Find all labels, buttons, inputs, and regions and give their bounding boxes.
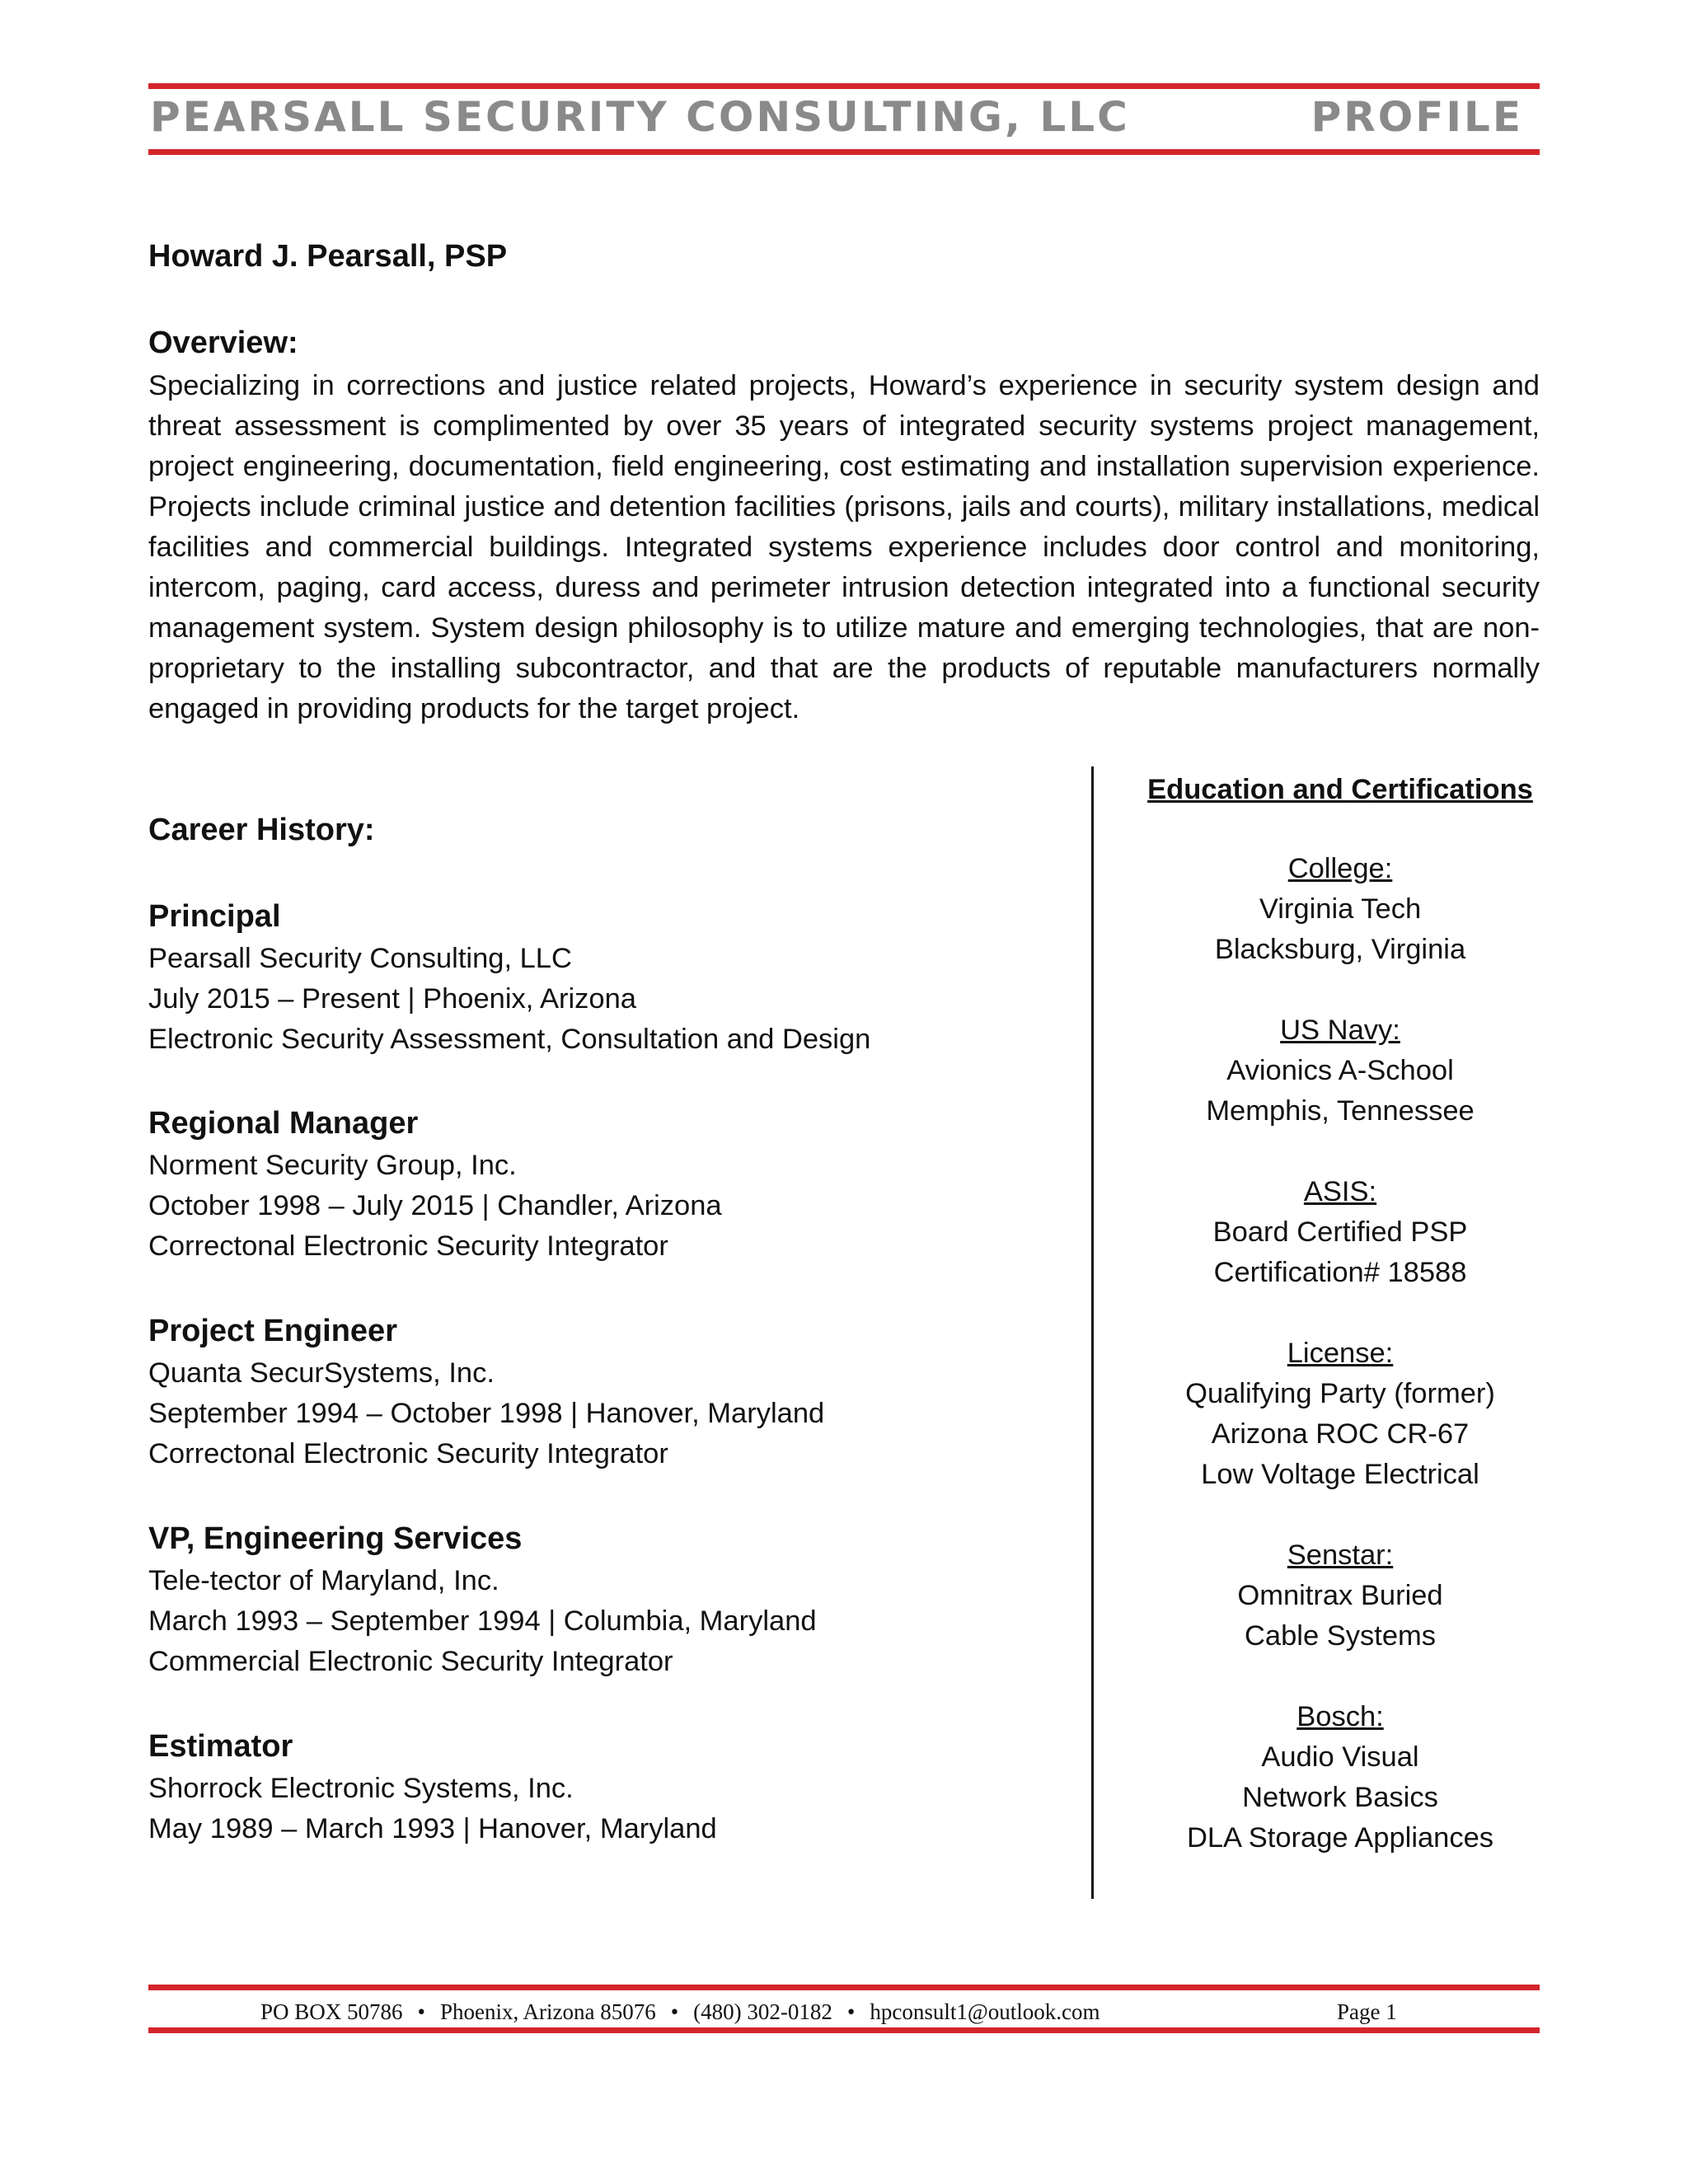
education-heading: Education and Certifications (1147, 774, 1533, 805)
job-title: Principal (148, 899, 281, 934)
overview-heading: Overview: (148, 326, 298, 360)
education-group-senstar (1104, 1535, 1576, 1657)
job-dates-location: March 1993 – September 1994 | Columbia, Maryland (148, 1605, 817, 1637)
job-company: Pearsall Security Consulting, LLC (148, 943, 572, 974)
column-divider (1091, 766, 1094, 1899)
job-entry (148, 1516, 1055, 1682)
education-line: Network Basics (1242, 1782, 1438, 1813)
footer-separator: • (670, 1999, 679, 2024)
education-line: Avionics A-School (1226, 1055, 1454, 1086)
education-group-license (1104, 1333, 1576, 1495)
job-title: VP, Engineering Services (148, 1521, 523, 1556)
header-top-rule (148, 83, 1540, 89)
education-line: DLA Storage Appliances (1186, 1822, 1494, 1854)
education-group-label: License: (1287, 1338, 1394, 1369)
job-title: Regional Manager (148, 1106, 419, 1141)
footer-separator: • (417, 1999, 425, 2024)
education-group-label: ASIS: (1303, 1176, 1377, 1207)
job-company: Quanta SecurSystems, Inc. (148, 1357, 495, 1389)
job-dates-location: October 1998 – July 2015 | Chandler, Arizona (148, 1190, 722, 1221)
footer-bottom-rule (148, 2027, 1540, 2033)
job-description: Correctonal Electronic Security Integrator (148, 1438, 668, 1469)
footer-email: hpconsult1@outlook.com (870, 1999, 1100, 2024)
education-line: Arizona ROC CR-67 (1211, 1418, 1470, 1450)
education-line: Cable Systems (1245, 1620, 1436, 1652)
education-group-label: College: (1287, 853, 1393, 884)
education-group-bosch (1104, 1697, 1576, 1858)
job-entry (148, 894, 1055, 1060)
education-group-label: US Navy: (1280, 1015, 1400, 1046)
footer-separator: • (846, 1999, 856, 2024)
education-line: Low Voltage Electrical (1201, 1459, 1479, 1490)
job-title: Project Engineer (148, 1314, 397, 1348)
job-dates-location: July 2015 – Present | Phoenix, Arizona (148, 983, 636, 1015)
education-group-label: Bosch: (1296, 1701, 1384, 1732)
job-company: Shorrock Electronic Systems, Inc. (148, 1773, 574, 1804)
education-line: Board Certified PSP (1212, 1216, 1468, 1248)
footer-top-rule (148, 1985, 1540, 1990)
education-line: Memphis, Tennessee (1206, 1095, 1475, 1127)
footer-phone: (480) 302-0182 (693, 1999, 832, 2024)
job-dates-location: May 1989 – March 1993 | Hanover, Maryland (148, 1813, 717, 1844)
education-group-navy (1104, 1010, 1576, 1132)
education-group-label: Senstar: (1287, 1540, 1394, 1571)
job-entry (148, 1309, 1055, 1474)
education-line: Qualifying Party (former) (1185, 1378, 1495, 1409)
education-line: Certification# 18588 (1213, 1257, 1467, 1288)
overview-body: Specializing in corrections and justice related projects, Howard’s experience in security system design and threat assessment is complimented by over 35 years of integrated security systems project management, project engineering, documentation, field engineering, cost estimating and installation supervision experience. Projects include criminal justice and detention facilities (prisons, jails and courts), military installations, medical facilities and commercial buildings. Integrated systems experience includes door control and monitoring, intercom, paging, card access, duress and perimeter intrusion detection integrated into a functional security management system. System design philosophy is to utilize mature and emerging technologies, that are non-proprietary to the installing subcontractor, and that are the products of reputable manufacturers normally engaged in providing products for the target project. (148, 370, 1540, 724)
education-group-college (1104, 849, 1576, 970)
education-line: Blacksburg, Virginia (1214, 934, 1466, 965)
job-description: Commercial Electronic Security Integrator (148, 1646, 673, 1677)
document-type: PROFILE (1311, 93, 1523, 141)
job-description: Correctonal Electronic Security Integrator (148, 1230, 668, 1262)
career-heading: Career History: (148, 813, 375, 847)
education-line: Omnitrax Buried (1237, 1580, 1443, 1611)
job-entry (148, 1724, 1055, 1849)
job-description: Electronic Security Assessment, Consultation and Design (148, 1024, 871, 1055)
job-entry (148, 1101, 1055, 1267)
footer-city: Phoenix, Arizona 85076 (439, 1999, 656, 2024)
job-title: Estimator (148, 1729, 293, 1764)
education-line: Virginia Tech (1259, 893, 1422, 925)
header-bottom-rule (148, 149, 1540, 155)
job-company: Tele-tector of Maryland, Inc. (148, 1565, 499, 1596)
job-dates-location: September 1994 – October 1998 | Hanover, Maryland (148, 1398, 825, 1429)
person-name: Howard J. Pearsall, PSP (148, 239, 508, 274)
page-number: Page 1 (1337, 1999, 1397, 2024)
education-line: Audio Visual (1261, 1741, 1419, 1773)
footer-contact (260, 1997, 1100, 2027)
footer-address: PO BOX 50786 (260, 1999, 403, 2024)
job-company: Norment Security Group, Inc. (148, 1150, 517, 1181)
company-name: PEARSALL SECURITY CONSULTING, LLC (150, 93, 1130, 141)
education-group-asis (1104, 1172, 1576, 1293)
